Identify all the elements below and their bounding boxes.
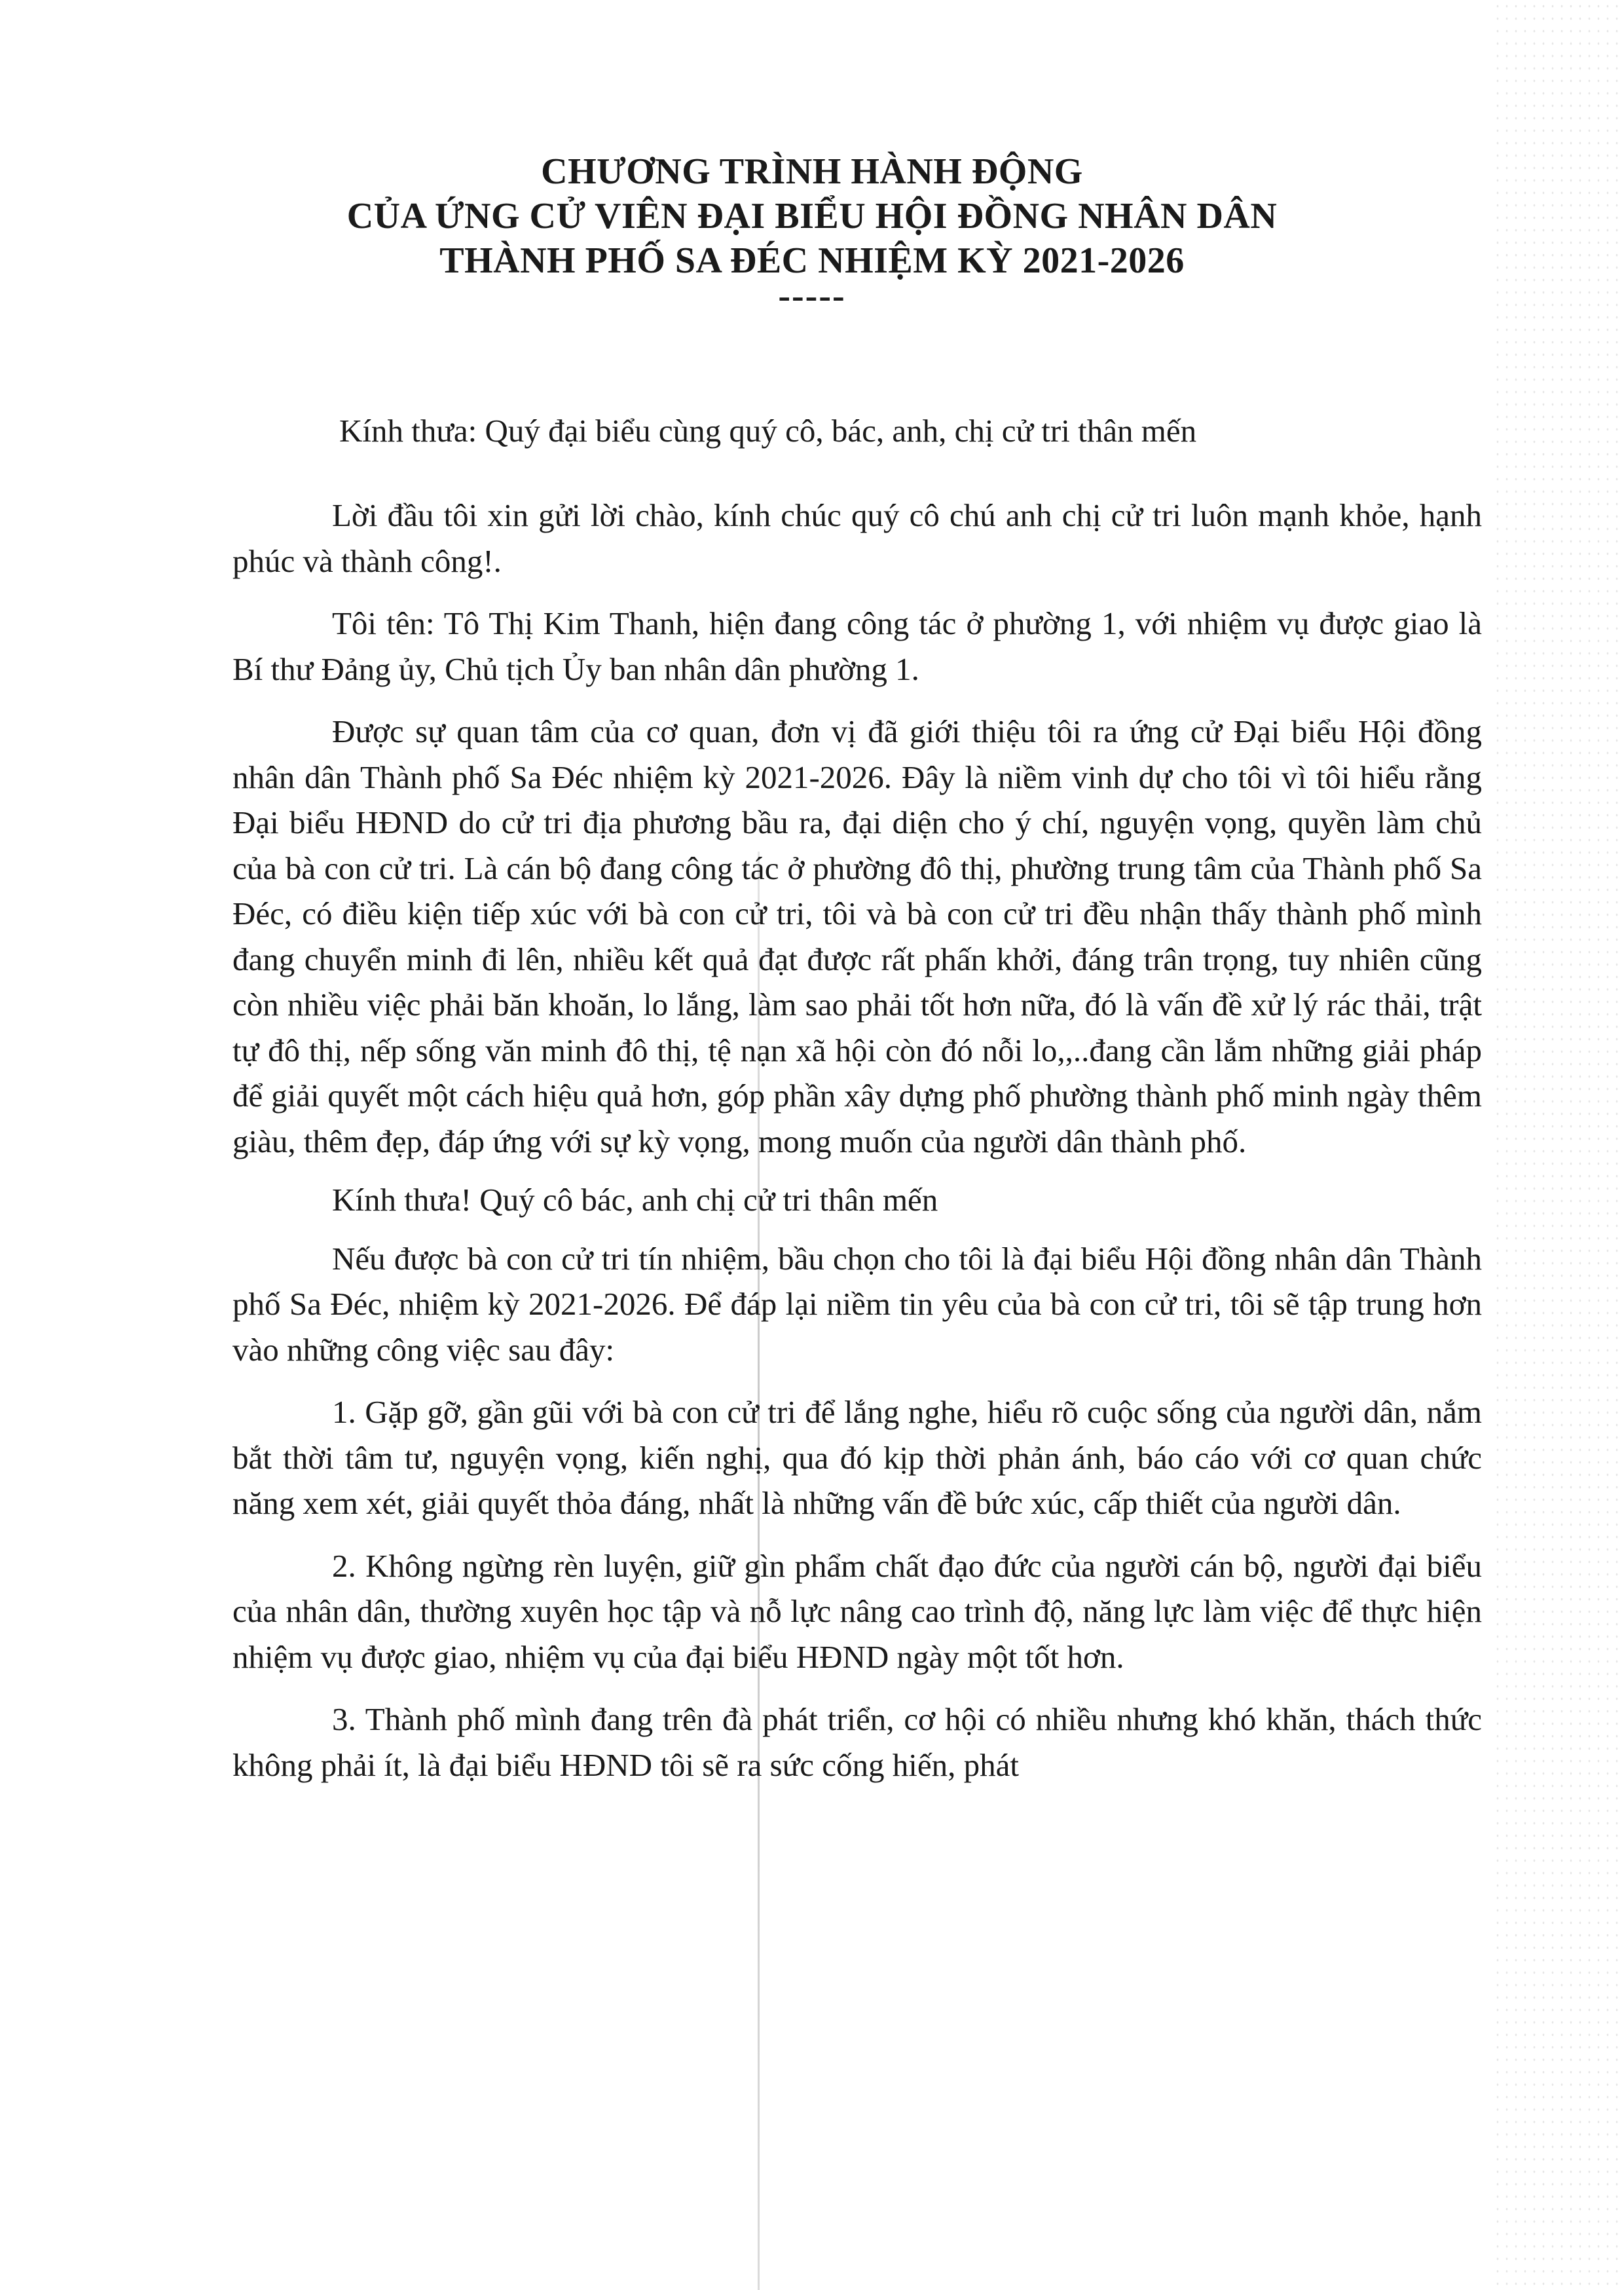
greeting: Kính thưa: Quý đại biểu cùng quý cô, bác, anh, chị cử tri thân mến bbox=[339, 413, 1197, 449]
list-item-2: 2. Không ngừng rèn luyện, giữ gìn phẩm chất đạo đức của người cán bộ, người đại biểu của nhân dân, thường xuyên học tập và nỗ lực nâng cao trình độ, năng lực làm việc để thực hiện nhiệm vụ được giao, nhiệm vụ của đại biểu HĐND ngày một tốt hơn. bbox=[232, 1547, 1482, 1675]
paragraph-nomination: Được sự quan tâm của cơ quan, đơn vị đã giới thiệu tôi ra ứng cử Đại biểu Hội đồng nhân dân Thành phố Sa Đéc nhiệm kỳ 2021-2026. Đây là niềm vinh dự cho tôi vì tôi hiểu rằng Đại biểu HĐND do cử tri địa phương bầu ra, đại diện cho ý chí, nguyện vọng, quyền làm chủ của bà con cử tri. Là cán bộ đang công tác ở phường đô thị, phường trung tâm của Thành phố Sa Đéc, có điều kiện tiếp xúc với bà con cử tri, tôi và bà con cử tri đều nhận thấy thành phố mình đang chuyển minh đi lên, nhiều kết quả đạt được rất phấn khởi, đáng trân trọng, tuy nhiên cũng còn nhiều việc phải băn khoăn, lo lắng, làm sao phải tốt hơn nữa, đó là vấn đề xử lý rác thải, trật tự đô thị, nếp sống văn minh đô thị, tệ nạn xã hội còn đó nỗi lo,,..đang cần lắm những giải pháp để giải quyết một cách hiệu quả hơn, góp phần xây dựng phố phường thành phố minh ngày thêm giàu, thêm đẹp, đáp ứng với sự kỳ vọng, mong muốn của người dân thành phố. bbox=[232, 713, 1482, 1159]
scan-noise bbox=[1493, 0, 1624, 2290]
title-line-1: CHƯƠNG TRÌNH HÀNH ĐỘNG bbox=[541, 151, 1083, 192]
title-line-3: THÀNH PHỐ SA ĐÉC NHIỆM KỲ 2021-2026 bbox=[439, 240, 1185, 281]
body-text bbox=[232, 493, 1482, 1805]
list-item-3: 3. Thành phố mình đang trên đà phát triển, cơ hội có nhiều nhưng khó khăn, thách thức không phải ít, là đại biểu HĐND tôi sẽ ra sức cống hiến, phát bbox=[232, 1701, 1482, 1783]
title-separator: ----- bbox=[778, 276, 846, 316]
paragraph-introduction: Tôi tên: Tô Thị Kim Thanh, hiện đang công tác ở phường 1, với nhiệm vụ được giao là Bí thư Đảng ủy, Chủ tịch Ủy ban nhân dân phường 1. bbox=[232, 605, 1482, 687]
paragraph-opening: Lời đầu tôi xin gửi lời chào, kính chúc quý cô chú anh chị cử tri luôn mạnh khỏe, hạnh phúc và thành công!. bbox=[232, 497, 1482, 579]
document-title bbox=[0, 149, 1624, 316]
title-line-2: CỦA ỨNG CỬ VIÊN ĐẠI BIỂU HỘI ĐỒNG NHÂN DÂN bbox=[346, 196, 1278, 236]
paragraph-commitment: Nếu được bà con cử tri tín nhiệm, bầu chọn cho tôi là đại biểu Hội đồng nhân dân Thành phố Sa Đéc, nhiệm kỳ 2021-2026. Để đáp lại niềm tin yêu của bà con cử tri, tôi sẽ tập trung hơn vào những công việc sau đây: bbox=[232, 1240, 1482, 1368]
paragraph-greeting-2: Kính thưa! Quý cô bác, anh chị cử tri thân mến bbox=[332, 1182, 938, 1218]
list-item-1: 1. Gặp gỡ, gần gũi với bà con cử tri để lắng nghe, hiểu rõ cuộc sống của người dân, nắm bắt thời tâm tư, nguyện vọng, kiến nghị, qua đó kịp thời phản ánh, báo cáo với cơ quan chức năng xem xét, giải quyết thỏa đáng, nhất là những vấn đề bức xúc, cấp thiết của người dân. bbox=[232, 1394, 1482, 1521]
